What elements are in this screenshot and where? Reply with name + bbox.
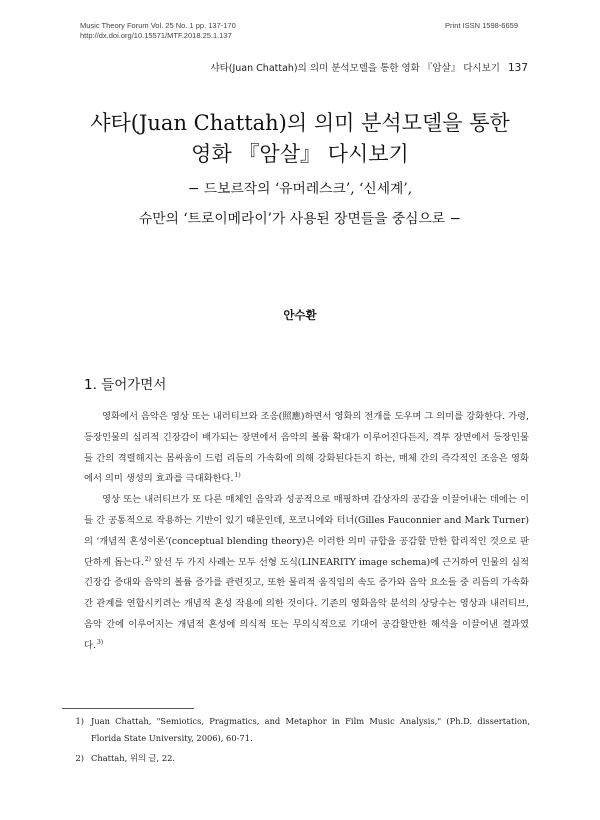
footnotes [62,713,530,771]
footnote [62,713,530,746]
paper-title-line-1: 샤타(Juan Chattah)의 의미 분석모델을 통한 [90,111,510,135]
paper-subtitle-line-1: − 드보르작의 ‘유머레스크’, ‘신세계’, [187,181,413,197]
footnote-number: 2) [75,753,84,763]
footnote-text: Chattah, 위의 글, 22. [91,753,176,763]
journal-citation: Music Theory Forum Vol. 25 No. 1 pp. 137-170 [80,21,236,30]
doi-link[interactable]: http://dx.doi.org/10.15571/MTF.2018.25.1.137 [80,31,232,40]
paragraph-text: 영화에서 음악은 영상 또는 내러티브와 조응(照應)하면서 영화의 전개를 도우며 그 의미를 강화한다. 가령, 등장인물의 심리적 긴장감이 배가되는 장면에서 음악의 볼륨 확대가 이루어진다든지, 격투 장면에서 등장인물들 간의 격렬해지는 몸싸움이 드럼 리듬의 가속화에 의해 강화된다든지 하는, 매체 간의 즉각적인 조응은 영화에서 의미 생성의 효과를 극대화한다. [84,411,529,485]
paper-subtitle-line-2: 슈만의 ‘트로이메라이’가 사용된 장면들을 중심으로 − [138,211,462,227]
paper-title-line-2: 영화 『암살』 다시보기 [191,142,409,166]
paragraph-text: 영상 또는 내러티브가 또 다른 매체인 음악과 성공적으로 매핑하며 감상자의 공감을 이끌어내는 데에는 이들 간 공통적으로 작용하는 기반이 있기 때문인데, 포코니에와 터너(Gilles Fauconnier and Mark Turner)의 ‘개념적 혼성이론’(conceptual blending theory)은 이러한 의미 규합을 공감할 만한 합리적인 것으로 판단하게 돕는다. [84,494,529,568]
footnote [62,750,530,767]
running-title: 샤타(Juan Chattah)의 의미 분석모델을 통한 영화 『암살』 다시보기 [210,63,500,74]
footnote-ref[interactable]: 1) [234,472,241,480]
title-block [0,108,600,234]
footnote-divider [62,708,194,709]
journal-info [80,21,236,41]
issn-label: Print ISSN 1598-6659 [445,21,518,30]
author-name: 안수환 [283,308,317,322]
running-head [210,60,528,74]
paragraph [84,407,529,490]
paragraph [84,490,529,656]
footnote-number: 1) [75,716,84,726]
paragraph-text: 앞선 두 가지 사례는 모두 선형 도식(LINEARITY image schema)에 근거하여 인물의 심적 긴장감 증대와 음악의 볼륨 증가를 관련짓고, 또한 물리적 움직임의 속도 증가와 음악 요소들 중 리듬의 가속화 간 관계를 연합시키려는 개념적 혼성 작용에 의한 것이다. 기존의 영화음악 분석의 상당수는 영상과 내러티브, 음악 간에 이루어지는 개념적 혼성에 의식적 또는 무의식적으로 기대어 공감할만한 해석을 이끌어낸 결과였다. [84,556,530,651]
footnote-text: Juan Chattah, "Semiotics, Pragmatics, and Metaphor in Film Music Analysis," (Ph.D. dissertation, Florida State University, 2006), 60-71. [91,716,530,743]
body-text [84,407,529,657]
footnote-ref[interactable]: 3) [96,638,104,646]
footnote-ref[interactable]: 2) [144,555,152,563]
section-heading: 1. 들어가면서 [84,377,167,393]
page-number: 137 [507,62,528,74]
